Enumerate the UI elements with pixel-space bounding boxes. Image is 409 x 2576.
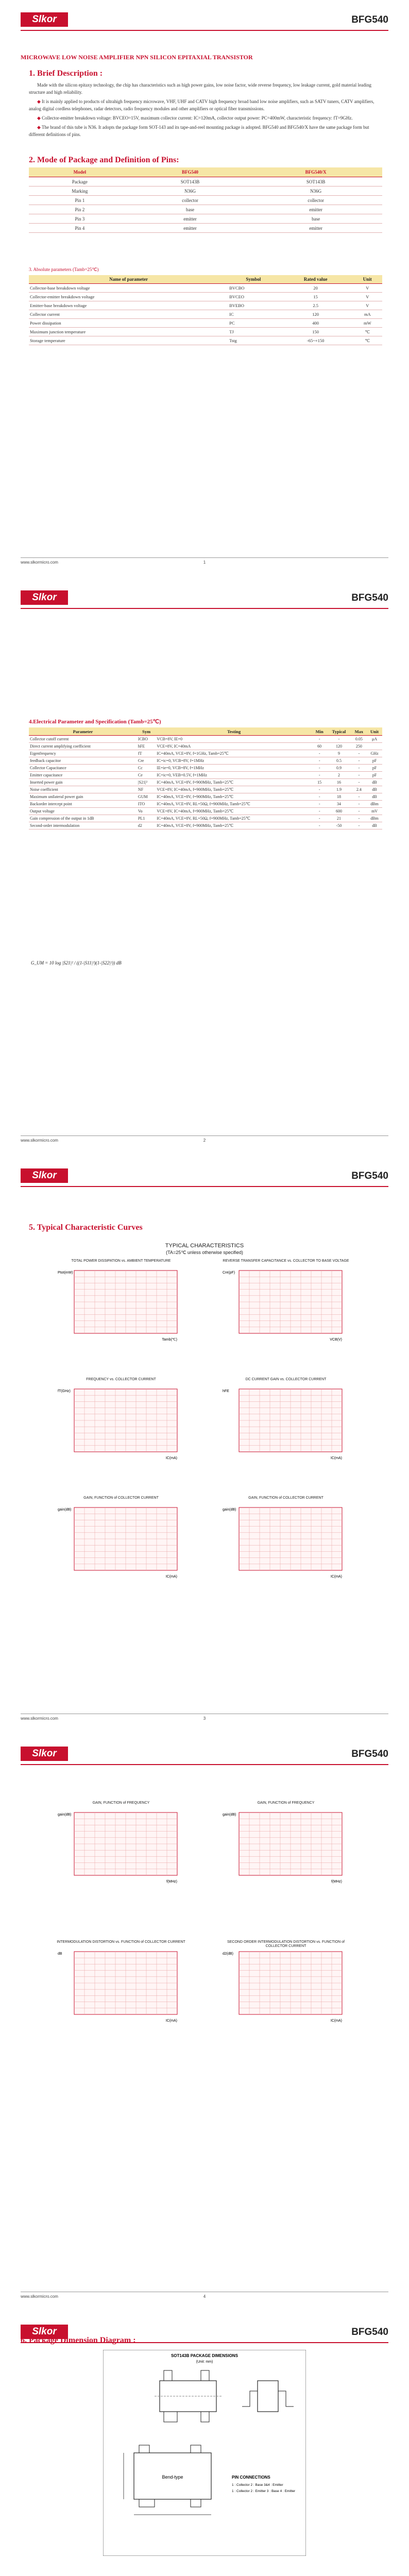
table-cell: Collector current	[29, 310, 228, 319]
chart-title: GAIN, FUNCTION of COLLECTOR CURRENT	[248, 1496, 323, 1500]
table-cell: dB	[367, 786, 382, 793]
table-cell: d2	[137, 822, 156, 829]
table-cell: 15	[312, 779, 327, 786]
characteristic-chart	[57, 1259, 185, 1347]
x-axis-label: IC(mA)	[165, 1456, 177, 1460]
table-cell: Collector-base breakdown voltage	[29, 284, 228, 293]
part-number: BFG540	[351, 2327, 388, 2337]
table-cell: collector	[131, 196, 250, 205]
table-cell: IC=ic=0, VEB=0.5V, f=1MHz	[156, 772, 312, 779]
table-cell: SOT143B	[131, 177, 250, 187]
table-cell: -	[351, 822, 367, 829]
pin-definition-table	[29, 167, 382, 233]
table-cell: V	[353, 284, 382, 293]
table-cell: -	[312, 757, 327, 765]
table-cell: 600	[327, 808, 351, 815]
characteristic-chart	[57, 1940, 185, 2028]
table-cell: Output voltage	[29, 808, 137, 815]
table-cell: IC=40mA, VCE=8V, f=1GHz, Tamb=25℃	[156, 750, 312, 757]
part-number: BFG540	[351, 1749, 388, 1759]
table-cell: Noise coefficient	[29, 786, 137, 793]
chart-plot	[221, 1378, 350, 1465]
brand-logo: Slkor	[21, 12, 68, 27]
electrical-parameters-table	[29, 727, 382, 829]
table-row	[29, 822, 382, 829]
table-row	[29, 757, 382, 765]
x-axis-label: VCB(V)	[330, 1338, 342, 1342]
y-axis-label: gain(dB)	[58, 1813, 72, 1817]
section-5-heading: 5. Typical Characteristic Curves	[29, 1223, 143, 1232]
footer-url: www.slkormicro.com	[21, 1716, 58, 1721]
table-cell: BVCEO	[228, 293, 278, 301]
table-cell: dBm	[367, 815, 382, 822]
page-footer	[21, 1714, 388, 1724]
table-cell: BVCBO	[228, 284, 278, 293]
table-cell: VCE=8V, IC=40mA, f=900MHz, Tamb=25℃	[156, 786, 312, 793]
table-row	[29, 293, 382, 301]
page-number: 3	[203, 1716, 206, 1721]
bend-type-label: Bend-type	[162, 2475, 183, 2480]
table-cell: Pin 1	[29, 196, 131, 205]
table-cell: Storage temperature	[29, 336, 228, 345]
table-cell: GHz	[367, 750, 382, 757]
table-cell: Pin 3	[29, 214, 131, 224]
table-cell: -	[351, 779, 367, 786]
chart-plot	[57, 1259, 185, 1347]
table-cell: dB	[367, 822, 382, 829]
table-cell: pF	[367, 757, 382, 765]
table-cell: -	[351, 765, 367, 772]
table-cell: feedback capacitor	[29, 757, 137, 765]
chart-title: GAIN, FUNCTION of FREQUENCY	[257, 1801, 315, 1805]
page-header	[21, 1167, 388, 1187]
column-header: Typical	[327, 727, 351, 736]
table-cell: Maximum junction temperature	[29, 328, 228, 336]
table-cell: -	[312, 822, 327, 829]
package-drawing	[103, 2350, 306, 2556]
table-cell: IC=40mA, VCE=8V, RL=50Ω, f=900MHz, Tamb=25℃	[156, 801, 312, 808]
table-cell: IC=ic=0, VCB=8V, f=1MHz	[156, 757, 312, 765]
table-row	[29, 793, 382, 801]
table-row	[29, 815, 382, 822]
table-cell: -	[351, 815, 367, 822]
table-cell: -	[351, 750, 367, 757]
table-cell: 9	[327, 750, 351, 757]
chart-title: GAIN, FUNCTION of COLLECTOR CURRENT	[83, 1496, 159, 1500]
column-header: Unit	[353, 275, 382, 284]
column-header: BFG540	[131, 167, 250, 177]
table-row	[29, 187, 382, 196]
table-cell: -	[351, 772, 367, 779]
page-number: 4	[203, 2294, 206, 2299]
table-cell: Backorder intercept point	[29, 801, 137, 808]
chart-plot	[221, 1259, 350, 1347]
table-row	[29, 196, 382, 205]
typical-characteristics-title: TYPICAL CHARACTERISTICS	[165, 1243, 244, 1249]
paragraph-text: The brand of this tube is N36. It adopts the package form SOT-143 and its tape-and-reel mounting package is adopted. BFG540 and BFG540/X have the same package form but different definitions of pins.	[29, 125, 369, 137]
chart-title: FREQUENCY vs. COLLECTOR CURRENT	[86, 1378, 156, 1381]
paragraph	[29, 114, 383, 122]
table-cell: 16	[327, 779, 351, 786]
table-row	[29, 336, 382, 345]
column-header: Testing	[156, 727, 312, 736]
chart-plot	[57, 1378, 185, 1465]
paragraph-text: It is mainly applied to products of ultrahigh frequency microwave, VHF, UHF and CATV high frequency broad band low noise amplifiers, such as SATV tuners, CATV amplifiers, analog digital cordless telephones, radar detectors, radio frequency modules and other amplifiers or optical fiber transmissions.	[29, 99, 374, 111]
table-cell: emitter	[249, 224, 382, 233]
table-row	[29, 177, 382, 187]
table-cell: 0.05	[351, 736, 367, 743]
table-cell: VCB=8V, IE=0	[156, 736, 312, 743]
table-row	[29, 750, 382, 757]
table-cell: -	[312, 736, 327, 743]
y-axis-label: d2(dB)	[223, 1952, 234, 1956]
column-header: BFG540/X	[249, 167, 382, 177]
typical-characteristics-subtitle: (TA=25℃ unless otherwise specified)	[166, 1250, 243, 1255]
table-cell: IC=40mA, VCE=8V, f=900MHz, Tamb=25℃	[156, 793, 312, 801]
table-row	[29, 765, 382, 772]
section-6-heading: 6. Package Dimension Diagram :	[21, 2336, 136, 2345]
table-row	[29, 310, 382, 319]
document-title: MICROWAVE LOW NOISE AMPLIFIER NPN SILICON EPITAXIAL TRANSISTOR	[21, 54, 253, 61]
x-axis-label: IC(mA)	[330, 1575, 342, 1579]
table-cell: -	[351, 808, 367, 815]
paragraph: Made with the silicon epitaxy technology, the chip has characteristics such as high power gains, low noise factor, wide reverse frequency, low leakage current, gold material leading structure and high reliability.	[29, 82, 371, 95]
x-axis-label: IC(mA)	[165, 2019, 177, 2023]
table-cell: Collector cutoff current	[29, 736, 137, 743]
y-axis-label: gain(dB)	[58, 1508, 72, 1512]
table-cell: ICBO	[137, 736, 156, 743]
x-axis-label: f(MHz)	[331, 1880, 342, 1884]
table-cell: V	[353, 293, 382, 301]
x-axis-label: Tamb(℃)	[162, 1338, 177, 1342]
chart-title: DC CURRENT GAIN vs. COLLECTOR CURRENT	[245, 1378, 327, 1381]
table-cell: μA	[367, 736, 382, 743]
table-cell: fT	[137, 750, 156, 757]
table-cell: 2	[327, 772, 351, 779]
table-cell: 0.9	[327, 765, 351, 772]
chart-title: GAIN, FUNCTION of FREQUENCY	[92, 1801, 150, 1805]
table-cell: -	[312, 772, 327, 779]
column-header: Parameter	[29, 727, 137, 736]
table-cell: pF	[367, 772, 382, 779]
bullet-icon: ◆	[37, 125, 41, 130]
table-cell: 1.9	[327, 786, 351, 793]
table-cell: Vo	[137, 808, 156, 815]
table-cell: -	[312, 815, 327, 822]
table-cell: Power dissipation	[29, 319, 228, 328]
characteristic-chart	[57, 1378, 185, 1465]
table-cell: base	[249, 214, 382, 224]
brand-logo: Slkor	[21, 2325, 68, 2339]
page-header	[21, 11, 388, 31]
table-cell: 21	[327, 815, 351, 822]
section-2-heading: 2. Mode of Package and Definition of Pins:	[29, 156, 179, 164]
brand-logo: Slkor	[21, 590, 68, 605]
chart-title: REVERSE TRANSFER CAPACITANCE vs. COLLECTOR TO BASE VOLTAGE	[223, 1259, 349, 1263]
table-cell: NF	[137, 786, 156, 793]
table-cell: emitter	[131, 214, 250, 224]
table-cell: 250	[351, 743, 367, 750]
paragraph	[29, 124, 383, 138]
table-cell: |S21|²	[137, 779, 156, 786]
pin-connections-bfg540x: 1 : Collector 2 : Emitter 3 : Base 4 : Emitter	[232, 2489, 296, 2493]
table-cell: Cc	[137, 765, 156, 772]
page-footer	[21, 1136, 388, 1146]
characteristic-chart	[57, 1801, 185, 1889]
chart-plot	[221, 1940, 350, 2028]
table-cell: Pin 2	[29, 205, 131, 214]
table-cell: Pin 4	[29, 224, 131, 233]
table-cell: VCE=8V, IC=40mA, f=900MHz, Tamb=25℃	[156, 808, 312, 815]
table-cell	[367, 743, 382, 750]
y-axis-label: gain(dB)	[223, 1813, 236, 1817]
characteristic-chart	[57, 1496, 185, 1584]
section-1-heading: 1. Brief Description :	[29, 69, 103, 78]
page-2	[0, 578, 409, 1156]
column-header: Max	[351, 727, 367, 736]
table-row	[29, 284, 382, 293]
chart-title: SECOND ORDER INTERMODULATION DISTORTION vs. FUNCTION of COLLECTOR CURRENT	[227, 1940, 345, 1948]
table-cell: 15	[279, 293, 353, 301]
section-3-heading: 3. Absolute parameters (Tamb=25℃)	[29, 267, 99, 272]
bullet-icon: ◆	[37, 115, 41, 121]
table-cell: emitter	[131, 224, 250, 233]
table-row	[29, 772, 382, 779]
table-cell: IC=40mA, VCE=8V, f=900MHz, Tamb=25℃	[156, 822, 312, 829]
page-number: 1	[203, 560, 206, 565]
page-1	[0, 0, 409, 578]
paragraph-text: Collector-emitter breakdown voltage: BVCEO=15V, maximum collector current: IC=120mA, collector output power: PC=400mW, characteristic frequency: fT=9GHz.	[42, 115, 353, 121]
section-1-body	[29, 81, 383, 140]
table-cell: 34	[327, 801, 351, 808]
y-axis-label: gain(dB)	[223, 1508, 236, 1512]
table-row	[29, 808, 382, 815]
chart-title: INTERMODULATION DISTORTION vs. FUNCTION of COLLECTOR CURRENT	[57, 1940, 185, 1944]
footer-url: www.slkormicro.com	[21, 2294, 58, 2299]
chart-plot	[57, 1940, 185, 2028]
page-number: 2	[203, 1138, 206, 1143]
characteristic-chart	[221, 1496, 350, 1584]
table-cell: mW	[353, 319, 382, 328]
table-row	[29, 224, 382, 233]
table-cell: Ce	[137, 772, 156, 779]
table-cell: -	[351, 793, 367, 801]
part-number: BFG540	[351, 14, 388, 25]
table-cell: 20	[279, 284, 353, 293]
column-header: Symbol	[228, 275, 278, 284]
package-unit: (Unit: mm)	[196, 2360, 213, 2364]
page-header	[21, 1745, 388, 1765]
chart-plot	[221, 1496, 350, 1584]
table-row	[29, 736, 382, 743]
x-axis-label: f(MHz)	[166, 1880, 177, 1884]
table-cell: PC	[228, 319, 278, 328]
part-number: BFG540	[351, 1171, 388, 1181]
table-cell: SOT143B	[249, 177, 382, 187]
table-cell: -50	[327, 822, 351, 829]
characteristic-chart	[221, 1801, 350, 1889]
table-cell: -	[312, 765, 327, 772]
table-cell: N36G	[131, 187, 250, 196]
brand-logo: Slkor	[21, 1747, 68, 1761]
table-cell: PL1	[137, 815, 156, 822]
y-axis-label: hFE	[223, 1389, 229, 1393]
table-cell: 2.4	[351, 786, 367, 793]
table-row	[29, 319, 382, 328]
page-footer	[21, 557, 388, 568]
table-cell: Maximum unilateral power gain	[29, 793, 137, 801]
table-cell: GUM	[137, 793, 156, 801]
y-axis-label: fT(GHz)	[58, 1389, 71, 1393]
table-cell: ITO	[137, 801, 156, 808]
table-cell: Direct current amplifying coefficient	[29, 743, 137, 750]
x-axis-label: IC(mA)	[165, 1575, 177, 1579]
table-cell: -	[312, 801, 327, 808]
section-4-heading: 4.Electrical Parameter and Specification (Tamb=25℃)	[29, 719, 161, 725]
table-cell: Gain compression of the output in 1dB	[29, 815, 137, 822]
x-axis-label: IC(mA)	[330, 1456, 342, 1460]
table-cell: -	[312, 786, 327, 793]
table-cell: 2.5	[279, 301, 353, 310]
table-row	[29, 801, 382, 808]
table-cell: collector	[249, 196, 382, 205]
table-cell: base	[131, 205, 250, 214]
table-cell: 18	[327, 793, 351, 801]
table-row	[29, 301, 382, 310]
page-header	[21, 589, 388, 609]
table-cell: dB	[367, 793, 382, 801]
table-cell: V	[353, 301, 382, 310]
table-row	[29, 205, 382, 214]
paragraph	[29, 98, 383, 112]
table-cell: Emitter capacitance	[29, 772, 137, 779]
footer-url: www.slkormicro.com	[21, 1138, 58, 1143]
page-footer	[21, 2292, 388, 2302]
table-cell: ℃	[353, 328, 382, 336]
part-number: BFG540	[351, 592, 388, 603]
y-axis-label: Ptot(mW)	[58, 1271, 73, 1275]
footer-url: www.slkormicro.com	[21, 560, 58, 565]
table-cell: -	[312, 808, 327, 815]
chart-title: TOTAL POWER DISSIPATION vs. AMBIENT TEMPERATURE	[71, 1259, 171, 1263]
table-cell: IC=40mA, VCE=8V, RL=50Ω, f=900MHz, Tamb=25℃	[156, 815, 312, 822]
table-row	[29, 779, 382, 786]
table-cell: Second-order intermodulation	[29, 822, 137, 829]
table-cell: Cre	[137, 757, 156, 765]
table-cell: -	[312, 750, 327, 757]
table-cell: 400	[279, 319, 353, 328]
table-cell: Marking	[29, 187, 131, 196]
table-row	[29, 328, 382, 336]
table-cell: Tstg	[228, 336, 278, 345]
table-cell: 60	[312, 743, 327, 750]
y-axis-label: dB	[58, 1952, 62, 1956]
column-header: Model	[29, 167, 131, 177]
table-cell: 120	[279, 310, 353, 319]
table-cell: -	[327, 736, 351, 743]
chart-plot	[221, 1801, 350, 1889]
column-header: Unit	[367, 727, 382, 736]
chart-plot	[57, 1801, 185, 1889]
characteristic-chart	[221, 1259, 350, 1347]
table-cell: hFE	[137, 743, 156, 750]
x-axis-label: IC(mA)	[330, 2019, 342, 2023]
table-cell: dB	[367, 779, 382, 786]
package-dimension-diagram	[103, 2350, 306, 2556]
package-title: SOT143B PACKAGE DIMENSIONS	[171, 2353, 238, 2358]
table-cell: -	[312, 793, 327, 801]
table-cell: VCE=8V, IC=40mA	[156, 743, 312, 750]
brand-logo: Slkor	[21, 1168, 68, 1183]
table-cell: mA	[353, 310, 382, 319]
characteristic-chart	[221, 1940, 350, 2028]
bullet-icon: ◆	[37, 99, 41, 104]
table-row	[29, 743, 382, 750]
table-cell: ℃	[353, 336, 382, 345]
table-cell: 0.5	[327, 757, 351, 765]
pin-connections-title: PIN CONNECTIONS	[232, 2475, 270, 2480]
table-cell: Emitter-base breakdown voltage	[29, 301, 228, 310]
table-cell: N36G	[249, 187, 382, 196]
table-cell: 150	[279, 328, 353, 336]
absolute-parameters-table	[29, 275, 382, 345]
column-header: Min	[312, 727, 327, 736]
table-cell: -65~+150	[279, 336, 353, 345]
table-cell: Inserted power gain	[29, 779, 137, 786]
table-cell: Collector Capacitance	[29, 765, 137, 772]
table-cell: 120	[327, 743, 351, 750]
table-cell: BVEBO	[228, 301, 278, 310]
table-cell: Collector-emitter breakdown voltage	[29, 293, 228, 301]
table-cell: Eigenfrequency	[29, 750, 137, 757]
column-header: Sym	[137, 727, 156, 736]
y-axis-label: Cre(pF)	[223, 1271, 235, 1275]
column-header: Name of parameter	[29, 275, 228, 284]
table-cell: IE=ie=0, VCB=8V, f=1MHz	[156, 765, 312, 772]
table-cell: TJ	[228, 328, 278, 336]
table-cell: IC	[228, 310, 278, 319]
chart-plot	[57, 1496, 185, 1584]
characteristic-chart	[221, 1378, 350, 1465]
table-cell: Package	[29, 177, 131, 187]
table-cell: emitter	[249, 205, 382, 214]
table-row	[29, 786, 382, 793]
table-cell: dBm	[367, 801, 382, 808]
table-cell: IC=40mA, VCE=8V, f=900MHz, Tamb=25℃	[156, 779, 312, 786]
table-row	[29, 214, 382, 224]
table-cell: mV	[367, 808, 382, 815]
column-header: Rated value	[279, 275, 353, 284]
table-cell: -	[351, 801, 367, 808]
gum-formula: G_UM = 10 log |S21|² / ((1-|S11|²)(1-|S22|²)) dB	[31, 960, 122, 965]
pin-connections-bfg540: 1 : Collector 2 : Base 3&4 : Emitter	[232, 2483, 283, 2487]
table-cell: -	[351, 757, 367, 765]
table-cell: pF	[367, 765, 382, 772]
